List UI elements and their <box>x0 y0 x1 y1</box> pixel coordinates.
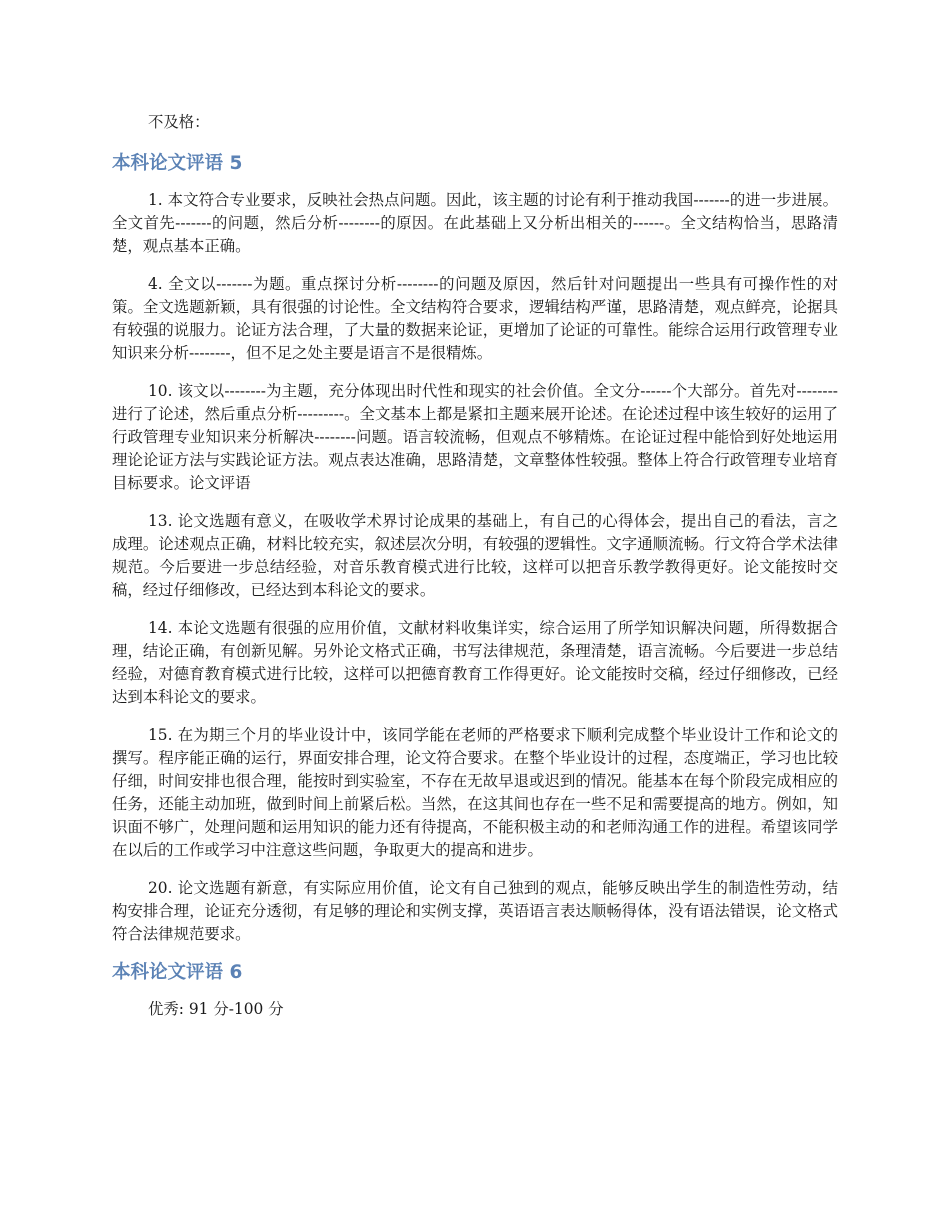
comment-paragraph-14: 14. 本论文选题有很强的应用价值，文献材料收集详实，综合运用了所学知识解决问题，所得数据合理，结论正确，有创新见解。另外论文格式正确，书写法律规范，条理清楚，语言流畅。今后要进一步总结经验，对德育教育模式进行比较，这样可以把德育教育工作得更好。论文能按时交稿，经过仔细修改，已经达到本科论文的要求。 <box>112 619 838 706</box>
comment-paragraph-15: 15. 在为期三个月的毕业设计中，该同学能在老师的严格要求下顺利完成整个毕业设计工作和论文的撰写。程序能正确的运行，界面安排合理，论文符合要求。在整个毕业设计的过程，态度端正，学习也比较仔细，时间安排也很合理，能按时到实验室，不存在无故早退或迟到的情况。能基本在每个阶段完成相应的任务，还能主动加班，做到时间上前紧后松。当然，在这其间也存在一些不足和需要提高的地方。例如，知识面不够广，处理问题和运用知识的能力还有待提高，不能积极主动的和老师沟通工作的进程。希望该同学在以后的工作或学习中注意这些问题，争取更大的提高和进步。 <box>112 726 838 859</box>
section-heading-6: 本科论文评语 6 <box>112 962 243 983</box>
comment-paragraph-10: 10. 该文以--------为主题，充分体现出时代性和现实的社会价值。全文分------个大部分。首先对--------进行了论述，然后重点分析---------。全文基本上都是紧扣主题来展开论述。在论述过程中该生较好的运用了行政管理专业知识来分析解决--------问题。语言较流畅，但观点不够精炼。在论证过程中能恰到好处地运用理论论证方法与实践论证方法。观点表达准确，思路清楚，文章整体性较强。整体上符合行政管理专业培育目标要求。论文评语 <box>112 382 838 492</box>
grade-line-excellent: 优秀: 91 分-100 分 <box>148 1000 284 1018</box>
intro-line: 不及格： <box>148 113 210 131</box>
document-page <box>112 110 838 1036</box>
comment-paragraph-1: 1. 本文符合专业要求，反映社会热点问题。因此，该主题的讨论有利于推动我国-------的进一步进展。全文首先-------的问题，然后分析--------的原因。在此基础上又分析出相关的------。全文结构恰当，思路清楚，观点基本正确。 <box>112 191 838 255</box>
comment-paragraph-20: 20. 论文选题有新意，有实际应用价值，论文有自己独到的观点，能够反映出学生的制造性劳动，结构安排合理，论证充分透彻，有足够的理论和实例支撑，英语语言表达顺畅得体，没有语法错误，论文格式符合法律规范要求。 <box>112 879 838 943</box>
comment-paragraph-13: 13. 论文选题有意义，在吸收学术界讨论成果的基础上，有自己的心得体会，提出自己的看法，言之成理。论述观点正确，材料比较充实，叙述层次分明，有较强的逻辑性。文字通顺流畅。行文符合学术法律规范。今后要进一步总结经验，对音乐教育模式进行比较，这样可以把音乐教学教得更好。论文能按时交稿，经过仔细修改，已经达到本科论文的要求。 <box>112 512 838 599</box>
section-heading-5: 本科论文评语 5 <box>112 153 243 174</box>
comment-paragraph-4: 4. 全文以-------为题。重点探讨分析--------的问题及原因，然后针对问题提出一些具有可操作性的对策。全文选题新颖，具有很强的讨论性。全文结构符合要求，逻辑结构严谨，思路清楚，观点鲜亮，论据具有较强的说服力。论证方法合理，了大量的数据来论证，更增加了论证的可靠性。能综合运用行政管理专业知识来分析--------，但不足之处主要是语言不是很精炼。 <box>112 275 838 362</box>
